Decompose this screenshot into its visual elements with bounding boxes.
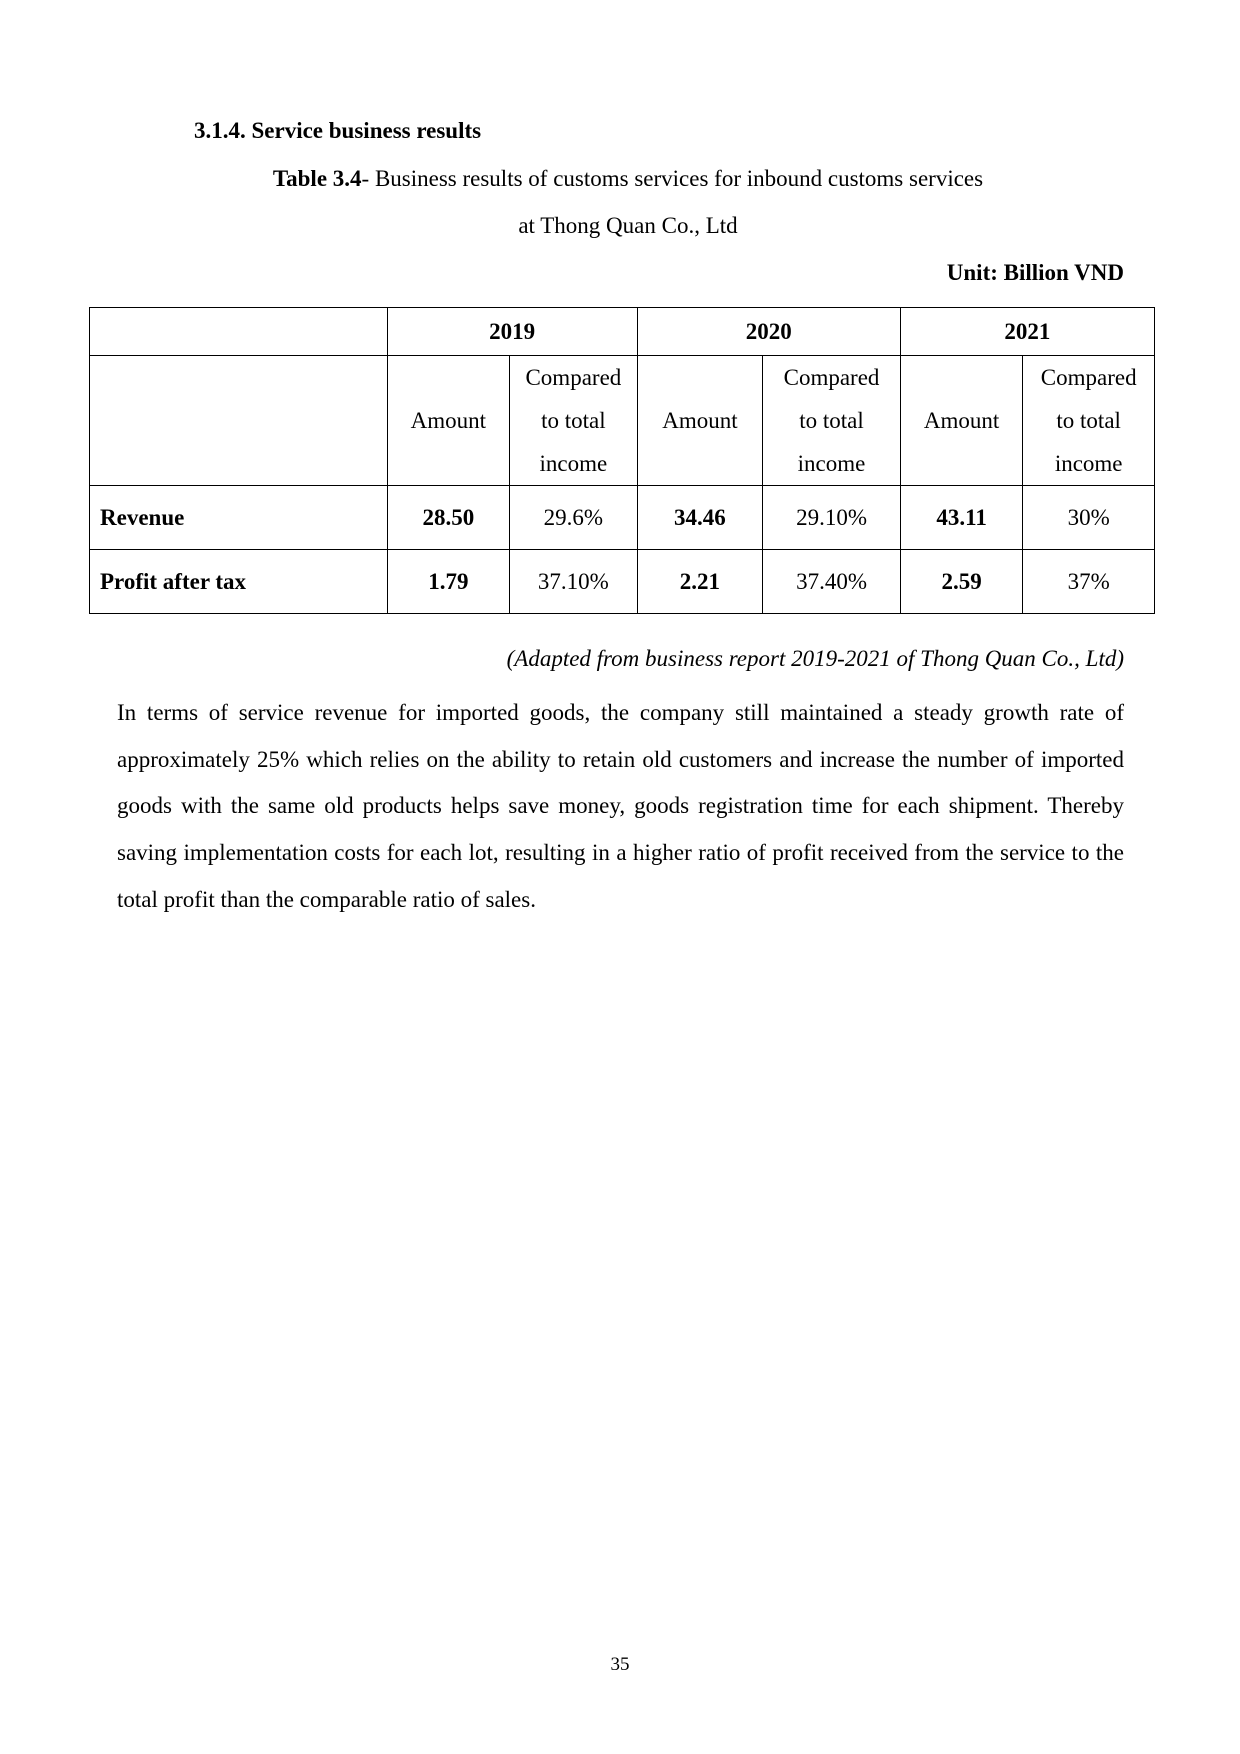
table-row-profit: [90, 550, 1155, 614]
business-results-table: [89, 307, 1155, 614]
body-paragraph: In terms of service revenue for imported goods, the company still maintained a steady growth rate of approximately 25% which relies on the ability to retain old customers and increase the number of imported goods with the same old products helps save money, goods registration time for each shipment. Thereby saving implementation costs for each lot, resulting in a higher ratio of profit received from the service to the total profit than the comparable ratio of sales.: [117, 700, 1124, 912]
subheader-amount: Amount: [637, 356, 763, 486]
subheader-compared-line: Compared: [525, 365, 622, 390]
table-row-revenue: [90, 486, 1155, 550]
ratio-cell: 37.10%: [510, 550, 638, 614]
subheader-amount: Amount: [387, 356, 509, 486]
subheader-row: [90, 356, 1155, 486]
subheader-compared: [510, 356, 638, 486]
section-heading: 3.1.4. Service business results: [194, 118, 482, 143]
amount-cell: 1.79: [387, 550, 509, 614]
row-label: Profit after tax: [90, 550, 388, 614]
table-caption: [8, 166, 1240, 192]
subheader-compared: [763, 356, 901, 486]
table-caption-label: Table 3.4: [272, 166, 362, 191]
ratio-cell: 30%: [1023, 486, 1155, 550]
unit-label: Unit: Billion VND: [946, 260, 1124, 285]
page-number: 35: [610, 1654, 630, 1675]
subheader-compared-line: income: [797, 451, 866, 476]
subheader-compared-line: to total: [799, 408, 864, 433]
amount-cell: 43.11: [900, 486, 1022, 550]
amount-cell: 2.59: [900, 550, 1022, 614]
subheader-amount: Amount: [900, 356, 1022, 486]
amount-cell: 2.21: [637, 550, 763, 614]
table-caption-text: - Business results of customs services for inbound customs services: [361, 166, 984, 191]
table-caption-continuation: at Thong Quan Co., Ltd: [518, 213, 738, 238]
subheader-compared-line: to total: [1056, 408, 1121, 433]
ratio-cell: 29.10%: [763, 486, 901, 550]
row-label: Revenue: [90, 486, 388, 550]
table-source-note: (Adapted from business report 2019-2021 of Thong Quan Co., Ltd): [506, 646, 1124, 671]
subheader-empty: [90, 356, 388, 486]
ratio-cell: 37%: [1023, 550, 1155, 614]
subheader-compared-line: to total: [541, 408, 606, 433]
subheader-compared-line: Compared: [783, 365, 880, 390]
year-header-row: [90, 308, 1155, 356]
subheader-compared: [1023, 356, 1155, 486]
subheader-compared-line: income: [539, 451, 608, 476]
ratio-cell: 37.40%: [763, 550, 901, 614]
year-header: 2021: [900, 308, 1154, 356]
amount-cell: 28.50: [387, 486, 509, 550]
ratio-cell: 29.6%: [510, 486, 638, 550]
header-empty: [90, 308, 388, 356]
year-header: 2019: [387, 308, 637, 356]
subheader-compared-line: Compared: [1040, 365, 1137, 390]
year-header: 2020: [637, 308, 900, 356]
amount-cell: 34.46: [637, 486, 763, 550]
subheader-compared-line: income: [1054, 451, 1123, 476]
